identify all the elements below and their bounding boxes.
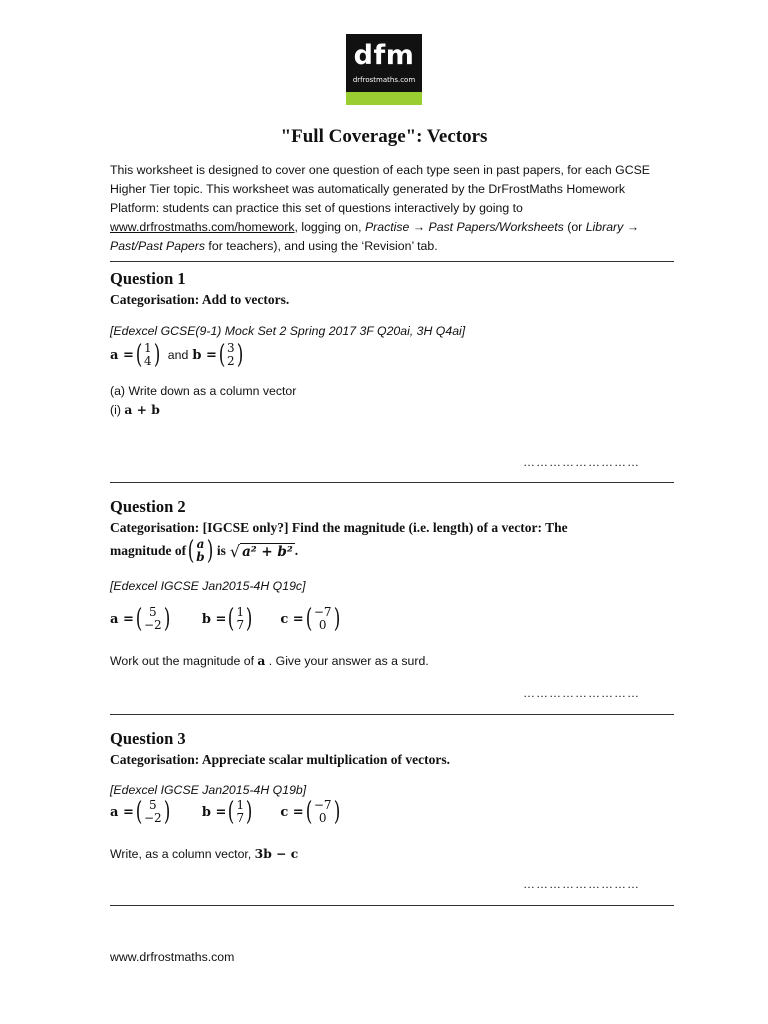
logo-url: drfrostmaths.com	[352, 76, 416, 84]
q1-b-vector: ( 3 2 )	[218, 340, 244, 370]
q2-cat-bottom: b	[196, 550, 205, 564]
q3-b-label: b =	[201, 804, 227, 820]
homework-link[interactable]: www.drfrostmaths.com/homework	[110, 220, 295, 234]
q1-a-label: a =	[110, 347, 134, 363]
q2-category-line2: magnitude of ( a b ) is √ a² + b² .	[110, 536, 299, 566]
q3-instr-expr: 3b − c	[254, 846, 299, 861]
dfm-logo	[346, 34, 422, 105]
q2-a-label: a =	[110, 611, 134, 627]
footer-url[interactable]: www.drfrostmaths.com	[110, 950, 235, 964]
intro-text-2: , logging on,	[294, 220, 365, 234]
q3-a-vector: ( 5 −2 )	[135, 797, 171, 827]
q3-heading: Question 3	[110, 729, 186, 748]
q2-cat-top: a	[196, 537, 205, 551]
q1-vectors	[110, 342, 245, 368]
q2-instr-prefix: Work out the magnitude of	[110, 654, 258, 668]
q2-c-top: −7	[313, 605, 332, 619]
q1-category: Categorisation: Add to vectors.	[110, 292, 290, 307]
q1-heading: Question 1	[110, 269, 186, 288]
q3-instruction	[110, 846, 298, 861]
intro-text-3: (or	[563, 220, 586, 234]
q2-cat-is: is	[216, 543, 226, 558]
q2-c-bottom: 0	[318, 618, 327, 632]
q3-b-top: 1	[236, 798, 245, 812]
q2-b-top: 1	[236, 605, 245, 619]
q1-b-top: 3	[227, 341, 235, 355]
q2-a-top: 5	[149, 605, 157, 619]
q1-answer-line[interactable]: ………………………	[523, 455, 640, 469]
q1-and: and	[167, 348, 189, 362]
divider	[110, 714, 674, 715]
q2-sqrt-expr: a² + b²	[242, 543, 293, 560]
q2-cat-prefix: magnitude of	[110, 543, 187, 558]
q1-part-a: (a) Write down as a column vector	[110, 384, 297, 398]
divider	[110, 261, 674, 262]
q2-heading: Question 2	[110, 497, 186, 516]
q3-c-label: c =	[280, 804, 304, 820]
q3-category: Categorisation: Appreciate scalar multiplication of vectors.	[110, 752, 450, 767]
divider	[110, 482, 674, 483]
q2-b-vector: ( 1 7 )	[228, 604, 253, 634]
q3-instr-prefix: Write, as a column vector,	[110, 847, 255, 861]
q2-b-label: b =	[201, 611, 227, 627]
q2-instruction	[110, 653, 429, 668]
q3-b-vector: ( 1 7 )	[228, 797, 253, 827]
intro-path-1: Practise → Past Papers/Worksheets	[364, 220, 564, 234]
q3-a-label: a =	[110, 804, 134, 820]
intro-paragraph	[110, 161, 670, 256]
intro-text-4: for teachers), and using the ‘Revision’ tab.	[205, 239, 438, 253]
q3-c-vector: ( −7 0 )	[305, 797, 340, 827]
q2-source: [Edexcel IGCSE Jan2015-4H Q19c]	[110, 579, 306, 593]
logo-text: dfm	[353, 40, 415, 71]
q3-c-top: −7	[313, 798, 332, 812]
q1-b-bottom: 2	[227, 354, 235, 368]
q3-vectors	[110, 799, 342, 825]
divider	[110, 905, 674, 906]
intro-text-1: This worksheet is designed to cover one question of each type seen in past papers, for each GCSE Higher Tier topic. This worksheet was automatically generated by the DrFrostMaths Homework Platform: students can practice this set of questions interactively by going to	[110, 163, 651, 215]
q1-part-i-prefix: (i)	[110, 403, 121, 417]
q2-a-vector: ( 5 −2 )	[135, 604, 171, 634]
q2-vectors	[110, 606, 342, 632]
q1-part-i	[110, 402, 160, 417]
q2-instr-suffix: . Give your answer as a surd.	[265, 654, 429, 668]
q3-c-bottom: 0	[318, 811, 327, 825]
page-title: "Full Coverage": Vectors	[280, 126, 488, 147]
q2-b-bottom: 7	[236, 618, 245, 632]
q1-a-top: 1	[144, 341, 152, 355]
q1-source: [Edexcel GCSE(9-1) Mock Set 2 Spring 2017 3F Q20ai, 3H Q4ai]	[110, 324, 466, 338]
q1-b-label: b =	[192, 347, 217, 363]
q2-c-label: c =	[280, 611, 304, 627]
q1-a-bottom: 4	[144, 354, 152, 368]
q3-b-bottom: 7	[236, 811, 245, 825]
q2-period: .	[294, 543, 299, 558]
q2-c-vector: ( −7 0 )	[305, 604, 340, 634]
logo-green-bar	[346, 92, 422, 105]
q3-a-bottom: −2	[144, 811, 162, 825]
intro-path-2: Library → Past/Past Papers	[110, 220, 639, 253]
q2-instr-var: a	[257, 653, 266, 668]
q3-answer-line[interactable]: ………………………	[523, 877, 640, 891]
q2-cat-vector: ( a b )	[187, 536, 214, 566]
q2-category-line1: Categorisation: [IGCSE only?] Find the magnitude (i.e. length) of a vector: The	[110, 520, 568, 535]
q1-part-i-expr: a + b	[124, 402, 160, 417]
q3-source: [Edexcel IGCSE Jan2015-4H Q19b]	[110, 783, 307, 797]
q1-a-vector: ( 1 4 )	[135, 340, 161, 370]
q2-answer-line[interactable]: ………………………	[523, 686, 640, 700]
q3-a-top: 5	[149, 798, 157, 812]
q2-a-bottom: −2	[144, 618, 162, 632]
